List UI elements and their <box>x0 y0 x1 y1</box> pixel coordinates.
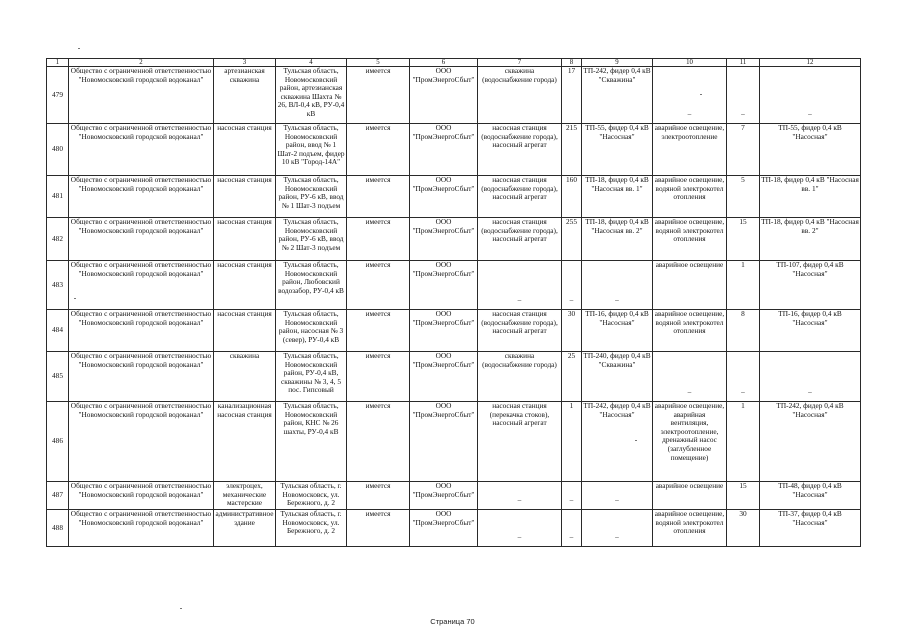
row-number: 481 <box>47 176 69 218</box>
table-row <box>47 402 861 482</box>
row-number: 485 <box>47 352 69 402</box>
organization-name: Общество с ограниченной ответственностью "Новомосковский городской водоканал" <box>69 218 214 261</box>
emergency-power-value: 8 <box>727 310 760 352</box>
column-number-header: 11 <box>727 59 760 67</box>
supplier-name: ООО "ПромЭнергоСбыт" <box>410 352 478 402</box>
facility-address: Тульская область, Новомосковский район, РУ-6 кВ, ввод № 2 Шат-3 подъем <box>276 218 347 261</box>
emergency-equipment: аварийное освещение <box>653 482 727 510</box>
power-value: 30 <box>562 310 582 352</box>
table-row <box>47 482 861 510</box>
row-number: 482 <box>47 218 69 261</box>
feeder-source: ТП-242, фидер 0,4 кВ "Скважина" <box>582 67 653 124</box>
table-row <box>47 310 861 352</box>
feeder-source: ТП-18, фидер 0,4 кВ "Насосная вв. 1" <box>582 176 653 218</box>
feeder-source: – <box>582 482 653 510</box>
row-number: 487 <box>47 482 69 510</box>
equipment-purpose: насосная станция (водоснабжение города), насосный агрегат <box>478 310 562 352</box>
emergency-power-value: 7 <box>727 124 760 176</box>
table-row <box>47 261 861 310</box>
emergency-feeder-source: ТП-107, фидер 0,4 кВ "Насосная" <box>760 261 861 310</box>
emergency-feeder-source: ТП-48, фидер 0,4 кВ "Насосная" <box>760 482 861 510</box>
facility-type: административное здание <box>214 510 276 547</box>
supplier-name: ООО "ПромЭнергоСбыт" <box>410 67 478 124</box>
emergency-equipment: аварийное освещение, водяной электрокотел отопления <box>653 310 727 352</box>
availability-status: имеется <box>347 261 410 310</box>
facility-type: насосная станция <box>214 218 276 261</box>
equipment-purpose: насосная станция (водоснабжение города), насосный агрегат <box>478 124 562 176</box>
emergency-power-value: 5 <box>727 176 760 218</box>
equipment-purpose: скважина (водоснабжение города) <box>478 67 562 124</box>
facility-address: Тульская область, Новомосковский район, РУ-6 кВ, ввод № 1 Шат-3 подъем <box>276 176 347 218</box>
equipment-purpose: – <box>478 510 562 547</box>
organization-name: Общество с ограниченной ответственностью "Новомосковский городской водоканал" <box>69 482 214 510</box>
emergency-equipment: – <box>653 67 727 124</box>
emergency-feeder-source: ТП-18, фидер 0,4 кВ "Насосная вв. 2" <box>760 218 861 261</box>
organization-name: Общество с ограниченной ответственностью "Новомосковский городской водоканал" <box>69 402 214 482</box>
availability-status: имеется <box>347 176 410 218</box>
supplier-name: ООО "ПромЭнергоСбыт" <box>410 218 478 261</box>
organization-name: Общество с ограниченной ответственностью "Новомосковский городской водоканал" <box>69 124 214 176</box>
emergency-power-value: – <box>727 67 760 124</box>
emergency-power-value: – <box>727 352 760 402</box>
emergency-equipment: аварийное освещение <box>653 261 727 310</box>
column-number-row <box>47 59 861 67</box>
facility-type: скважина <box>214 352 276 402</box>
power-value: – <box>562 510 582 547</box>
supplier-name: ООО "ПромЭнергоСбыт" <box>410 510 478 547</box>
column-number-header: 9 <box>582 59 653 67</box>
emergency-feeder-source: ТП-18, фидер 0,4 кВ "Насосная вв. 1" <box>760 176 861 218</box>
availability-status: имеется <box>347 124 410 176</box>
column-number-header: 12 <box>760 59 861 67</box>
column-number-header: 10 <box>653 59 727 67</box>
row-number: 488 <box>47 510 69 547</box>
row-number: 483 <box>47 261 69 310</box>
emergency-power-value: 1 <box>727 261 760 310</box>
emergency-power-value: 15 <box>727 482 760 510</box>
emergency-feeder-source: ТП-242, фидер 0,4 кВ "Насосная" <box>760 402 861 482</box>
power-value: 215 <box>562 124 582 176</box>
facility-type: электроцех, механические мастерские <box>214 482 276 510</box>
page-number-footer: Страница 70 <box>430 617 475 626</box>
document-table <box>46 58 861 547</box>
facility-type: насосная станция <box>214 261 276 310</box>
table-row <box>47 124 861 176</box>
availability-status: имеется <box>347 482 410 510</box>
emergency-feeder-source: – <box>760 67 861 124</box>
row-number: 479 <box>47 67 69 124</box>
emergency-equipment: аварийное освещение, водяной электрокотел отопления <box>653 218 727 261</box>
facility-address: Тульская область, Новомосковский район, РУ-0,4 кВ, скважины № 3, 4, 5 пос. Гипсовый <box>276 352 347 402</box>
supplier-name: ООО "ПромЭнергоСбыт" <box>410 261 478 310</box>
supplier-name: ООО "ПромЭнергоСбыт" <box>410 124 478 176</box>
emergency-feeder-source: ТП-16, фидер 0,4 кВ "Насосная" <box>760 310 861 352</box>
equipment-purpose: насосная станция (перекачка стоков), насосный агрегат <box>478 402 562 482</box>
column-number-header: 8 <box>562 59 582 67</box>
organization-name: Общество с ограниченной ответственностью "Новомосковский городской водоканал" <box>69 310 214 352</box>
feeder-source: ТП-16, фидер 0,4 кВ "Насосная" <box>582 310 653 352</box>
table-row <box>47 176 861 218</box>
availability-status: имеется <box>347 218 410 261</box>
column-number-header: 7 <box>478 59 562 67</box>
table-row <box>47 510 861 547</box>
emergency-equipment: – <box>653 352 727 402</box>
table-row <box>47 218 861 261</box>
facility-address: Тульская область, Новомосковский район, насосная № 3 (север), РУ-0,4 кВ <box>276 310 347 352</box>
emergency-power-value: 15 <box>727 218 760 261</box>
supplier-name: ООО "ПромЭнергоСбыт" <box>410 310 478 352</box>
row-number: 480 <box>47 124 69 176</box>
row-number: 484 <box>47 310 69 352</box>
table-row <box>47 352 861 402</box>
organization-name: Общество с ограниченной ответственностью "Новомосковский городской водоканал" <box>69 261 214 310</box>
column-number-header: 2 <box>69 59 214 67</box>
emergency-feeder-source: ТП-37, фидер 0,4 кВ "Насосная" <box>760 510 861 547</box>
column-number-header: 5 <box>347 59 410 67</box>
facility-address: Тульская область, Новомосковский район, Любовский водозабор, РУ-0,4 кВ <box>276 261 347 310</box>
facility-type: насосная станция <box>214 176 276 218</box>
feeder-source: ТП-55, фидер 0,4 кВ "Насосная" <box>582 124 653 176</box>
facility-address: Тульская область, Новомосковский район, артезианская скважина Шахта № 26, ВЛ-0,4 кВ, РУ-0,4 кВ <box>276 67 347 124</box>
feeder-source: ТП-242, фидер 0,4 кВ "Насосная" <box>582 402 653 482</box>
feeder-source: ТП-18, фидер 0,4 кВ "Насосная вв. 2" <box>582 218 653 261</box>
equipment-purpose: скважина (водоснабжение города) <box>478 352 562 402</box>
emergency-equipment: аварийное освещение, электроотопление <box>653 124 727 176</box>
emergency-feeder-source: ТП-55, фидер 0,4 кВ "Насосная" <box>760 124 861 176</box>
column-number-header: 4 <box>276 59 347 67</box>
emergency-equipment: аварийное освещение, аварийная вентиляция, электроотопление, дренажный насос (заглубленное помещение) <box>653 402 727 482</box>
facility-type: насосная станция <box>214 310 276 352</box>
feeder-source: – <box>582 510 653 547</box>
equipment-purpose: – <box>478 261 562 310</box>
table-row <box>47 67 861 124</box>
facility-address: Тульская область, г. Новомосковск, ул. Бережного, д. 2 <box>276 510 347 547</box>
facility-address: Тульская область, Новомосковский район, КНС № 26 шахты, РУ-0,4 кВ <box>276 402 347 482</box>
organization-name: Общество с ограниченной ответственностью "Новомосковский городской водоканал" <box>69 176 214 218</box>
facility-type: насосная станция <box>214 124 276 176</box>
equipment-purpose: насосная станция (водоснабжение города), насосный агрегат <box>478 218 562 261</box>
organization-name: Общество с ограниченной ответственностью "Новомосковский городской водоканал" <box>69 510 214 547</box>
emergency-equipment: аварийное освещение, водяной электрокотел отопления <box>653 176 727 218</box>
emergency-power-value: 1 <box>727 402 760 482</box>
feeder-source: ТП-240, фидер 0,4 кВ "Скважина" <box>582 352 653 402</box>
availability-status: имеется <box>347 510 410 547</box>
supplier-name: ООО "ПромЭнергоСбыт" <box>410 176 478 218</box>
supplier-name: ООО "ПромЭнергоСбыт" <box>410 482 478 510</box>
power-value: – <box>562 261 582 310</box>
availability-status: имеется <box>347 310 410 352</box>
power-value: 1 <box>562 402 582 482</box>
supplier-name: ООО "ПромЭнергоСбыт" <box>410 402 478 482</box>
organization-name: Общество с ограниченной ответственностью "Новомосковский городской водоканал" <box>69 352 214 402</box>
feeder-source: – <box>582 261 653 310</box>
power-value: 255 <box>562 218 582 261</box>
column-number-header: 6 <box>410 59 478 67</box>
availability-status: имеется <box>347 402 410 482</box>
power-value: – <box>562 482 582 510</box>
row-number: 486 <box>47 402 69 482</box>
emergency-equipment: аварийное освещение, водяной электрокотел отопления <box>653 510 727 547</box>
column-number-header: 3 <box>214 59 276 67</box>
facility-type: канализационная насосная станция <box>214 402 276 482</box>
power-value: 17 <box>562 67 582 124</box>
facility-type: артезианская скважина <box>214 67 276 124</box>
facility-address: Тульская область, г. Новомосковск, ул. Бережного, д. 2 <box>276 482 347 510</box>
power-value: 160 <box>562 176 582 218</box>
availability-status: имеется <box>347 352 410 402</box>
emergency-feeder-source: – <box>760 352 861 402</box>
column-number-header: 1 <box>47 59 69 67</box>
equipment-purpose: насосная станция (водоснабжение города), насосный агрегат <box>478 176 562 218</box>
organization-name: Общество с ограниченной ответственностью "Новомосковский городской водоканал" <box>69 67 214 124</box>
equipment-purpose: – <box>478 482 562 510</box>
power-value: 25 <box>562 352 582 402</box>
emergency-power-value: 30 <box>727 510 760 547</box>
facility-address: Тульская область, Новомосковский район, ввод № 1 Шат-2 подъем, фидер 10 кВ "Город-14А" <box>276 124 347 176</box>
availability-status: имеется <box>347 67 410 124</box>
